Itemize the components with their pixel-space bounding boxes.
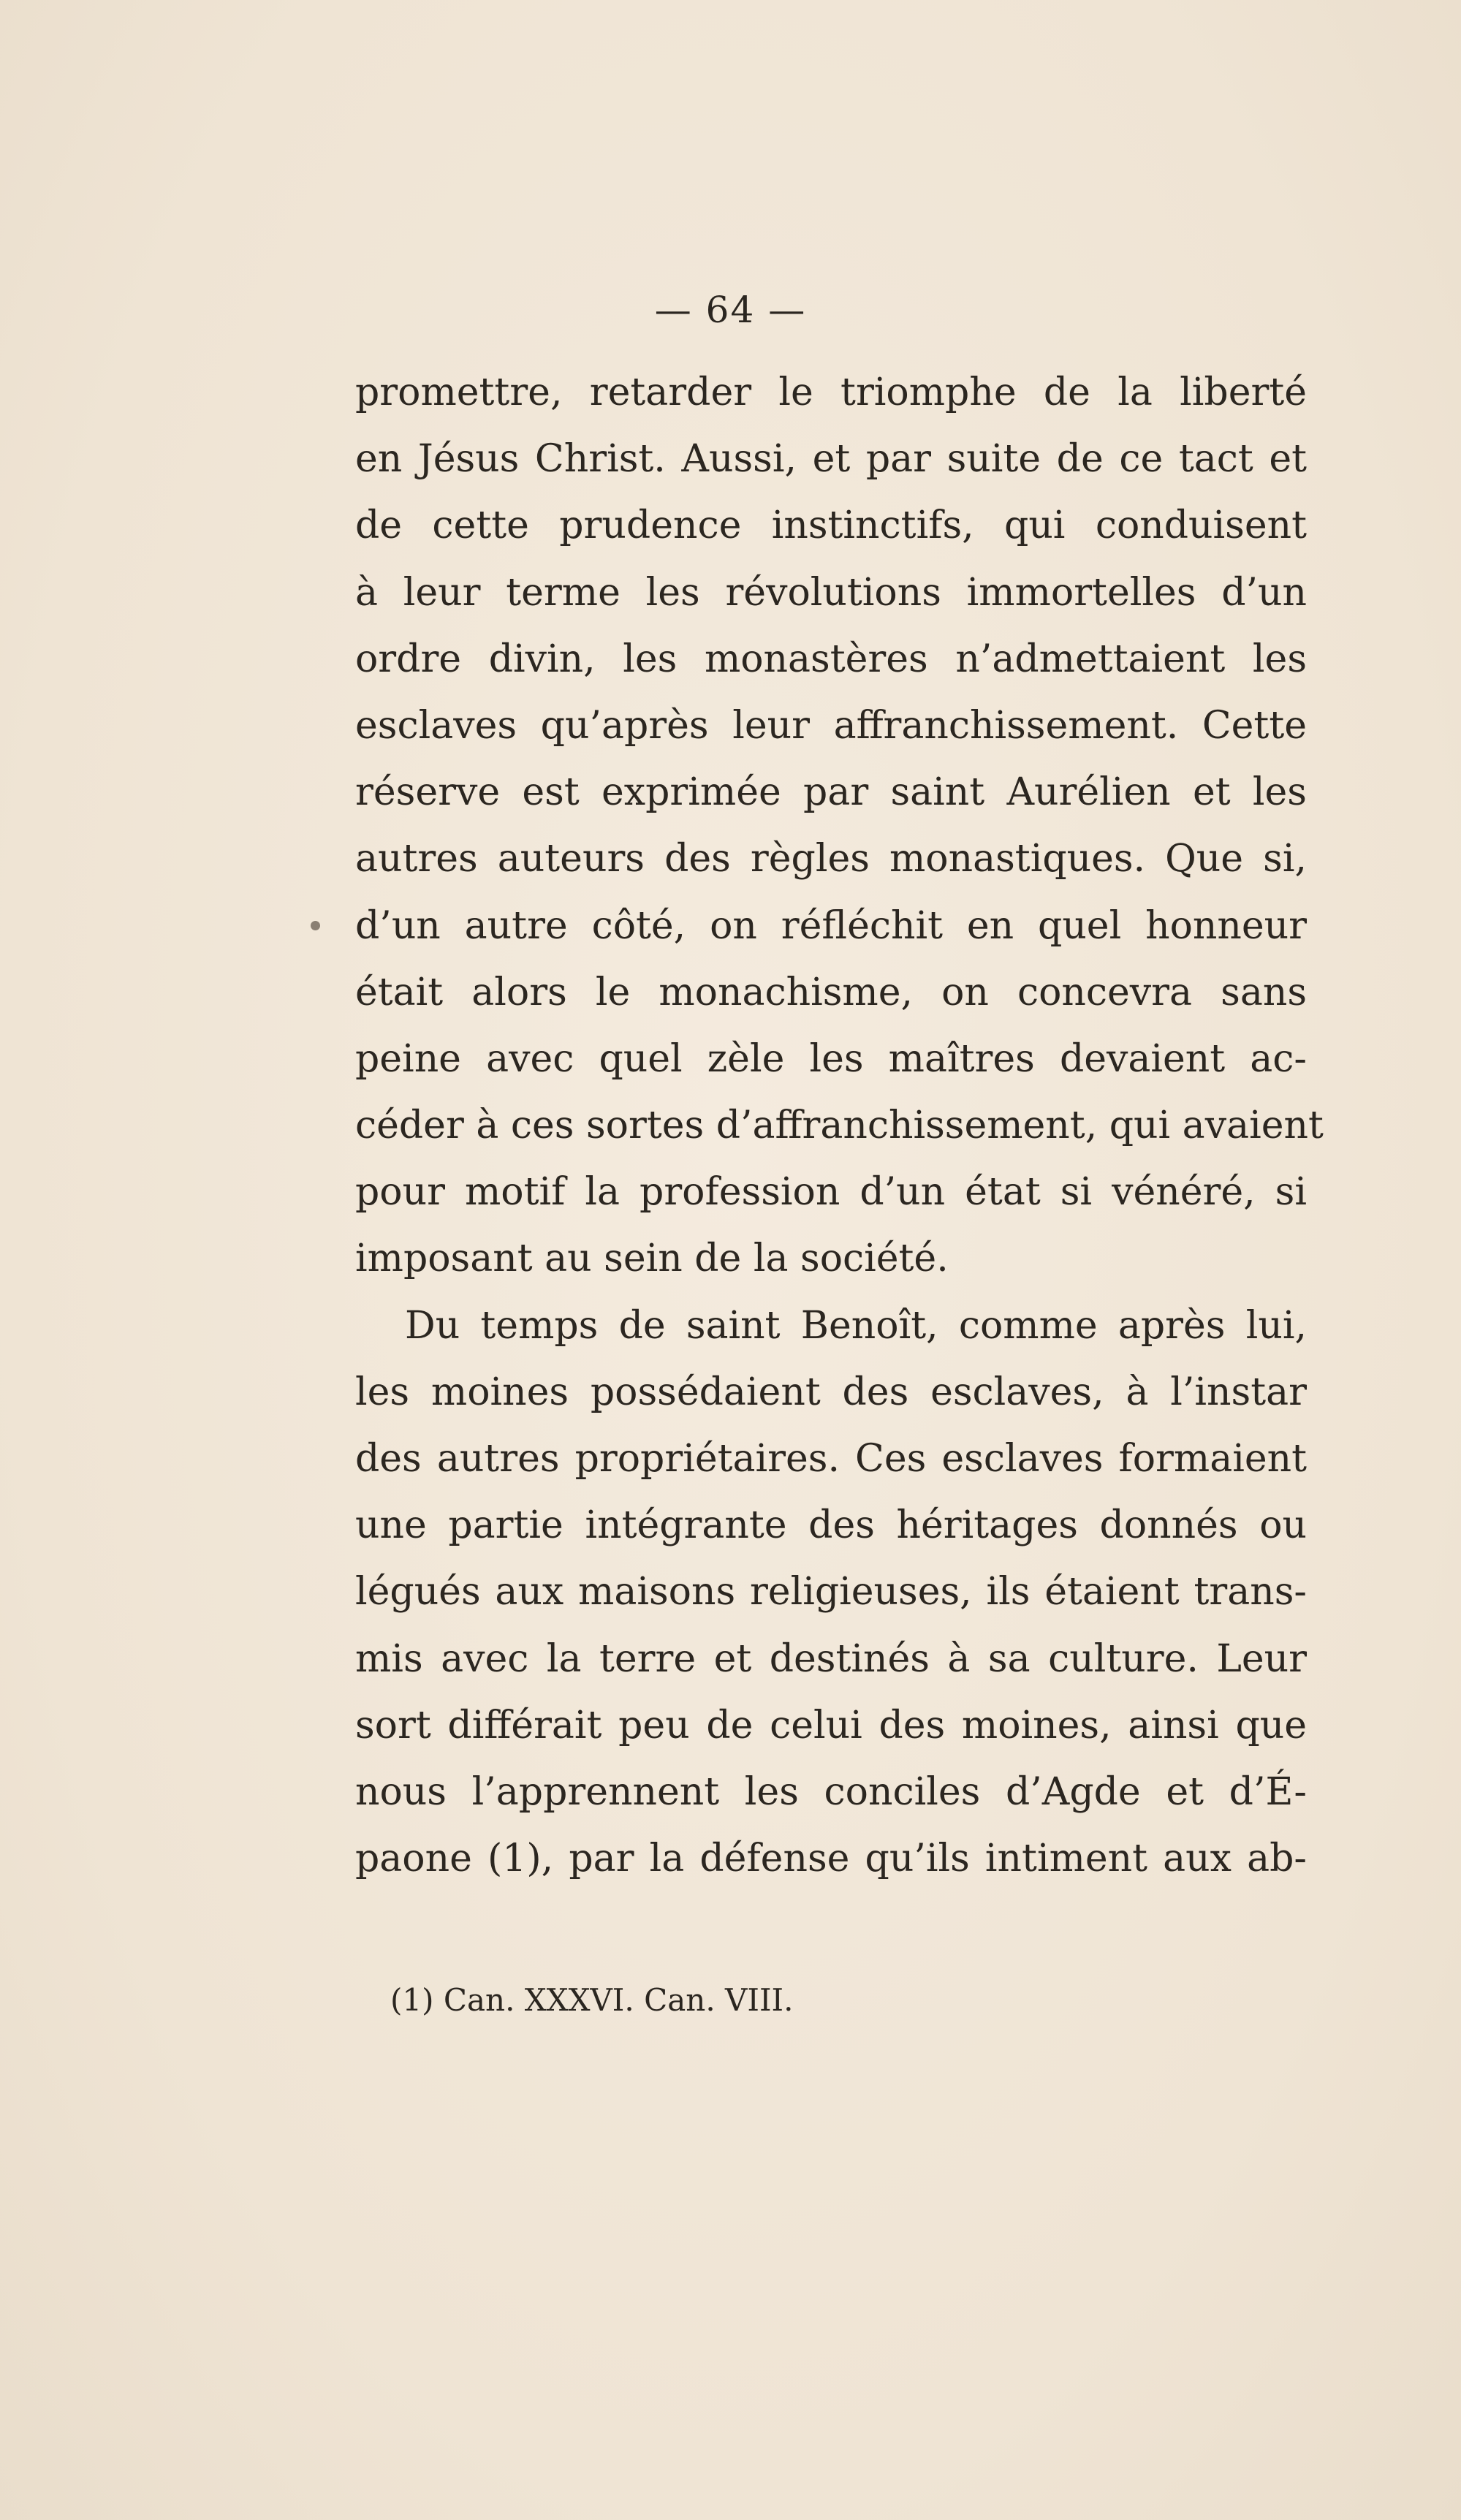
text-line: à leur terme les révolutions immortelles d’un xyxy=(355,570,1307,615)
text-line: était alors le monachisme, on concevra sans xyxy=(355,970,1307,1014)
text-line: de cette prudence instinctifs, qui conduisent xyxy=(355,504,1307,548)
text-line: céder à ces sortes d’affranchissement, qui avaient xyxy=(355,1104,1324,1148)
text-line: sort différait peu de celui des moines, ainsi que xyxy=(355,1703,1307,1747)
text-line: paone (1), par la défense qu’ils intiment aux ab- xyxy=(355,1837,1307,1881)
text-line: nous l’apprennent les conciles d’Agde et d’É- xyxy=(355,1769,1307,1814)
text-line: ordre divin, les monastères n’admettaient les xyxy=(355,637,1307,681)
page-number: — 64 — xyxy=(654,289,807,331)
text-line: réserve est exprimée par saint Aurélien et les xyxy=(355,770,1307,815)
text-line: légués aux maisons religieuses, ils étaient trans- xyxy=(355,1570,1307,1614)
body-text xyxy=(355,360,1324,1892)
text-line: une partie intégrante des héritages donnés ou xyxy=(355,1503,1307,1548)
margin-mark xyxy=(311,921,320,930)
footnote: (1) Can. XXXVI. Can. VIII. xyxy=(390,1982,794,2018)
paragraph-end-line: imposant au sein de la société. xyxy=(355,1237,949,1281)
text-line: en Jésus Christ. Aussi, et par suite de ce tact et xyxy=(355,437,1307,482)
paragraph-start-line: Du temps de saint Benoît, comme après lui, xyxy=(405,1303,1307,1348)
text-line: les moines possédaient des esclaves, à l’instar xyxy=(355,1370,1307,1414)
text-line: promettre, retarder le triomphe de la liberté xyxy=(355,371,1307,414)
text-line: mis avec la terre et destinés à sa culture. Leur xyxy=(355,1636,1307,1681)
text-line: pour motif la profession d’un état si vénéré, si xyxy=(355,1170,1307,1215)
text-line: d’un autre côté, on réfléchit en quel honneur xyxy=(355,903,1307,948)
text-line: peine avec quel zèle les maîtres devaient ac- xyxy=(355,1036,1307,1081)
text-line: autres auteurs des règles monastiques. Que si, xyxy=(355,837,1307,881)
text-line: esclaves qu’après leur affranchissement. Cette xyxy=(355,703,1307,748)
text-line: des autres propriétaires. Ces esclaves formaient xyxy=(355,1437,1307,1481)
